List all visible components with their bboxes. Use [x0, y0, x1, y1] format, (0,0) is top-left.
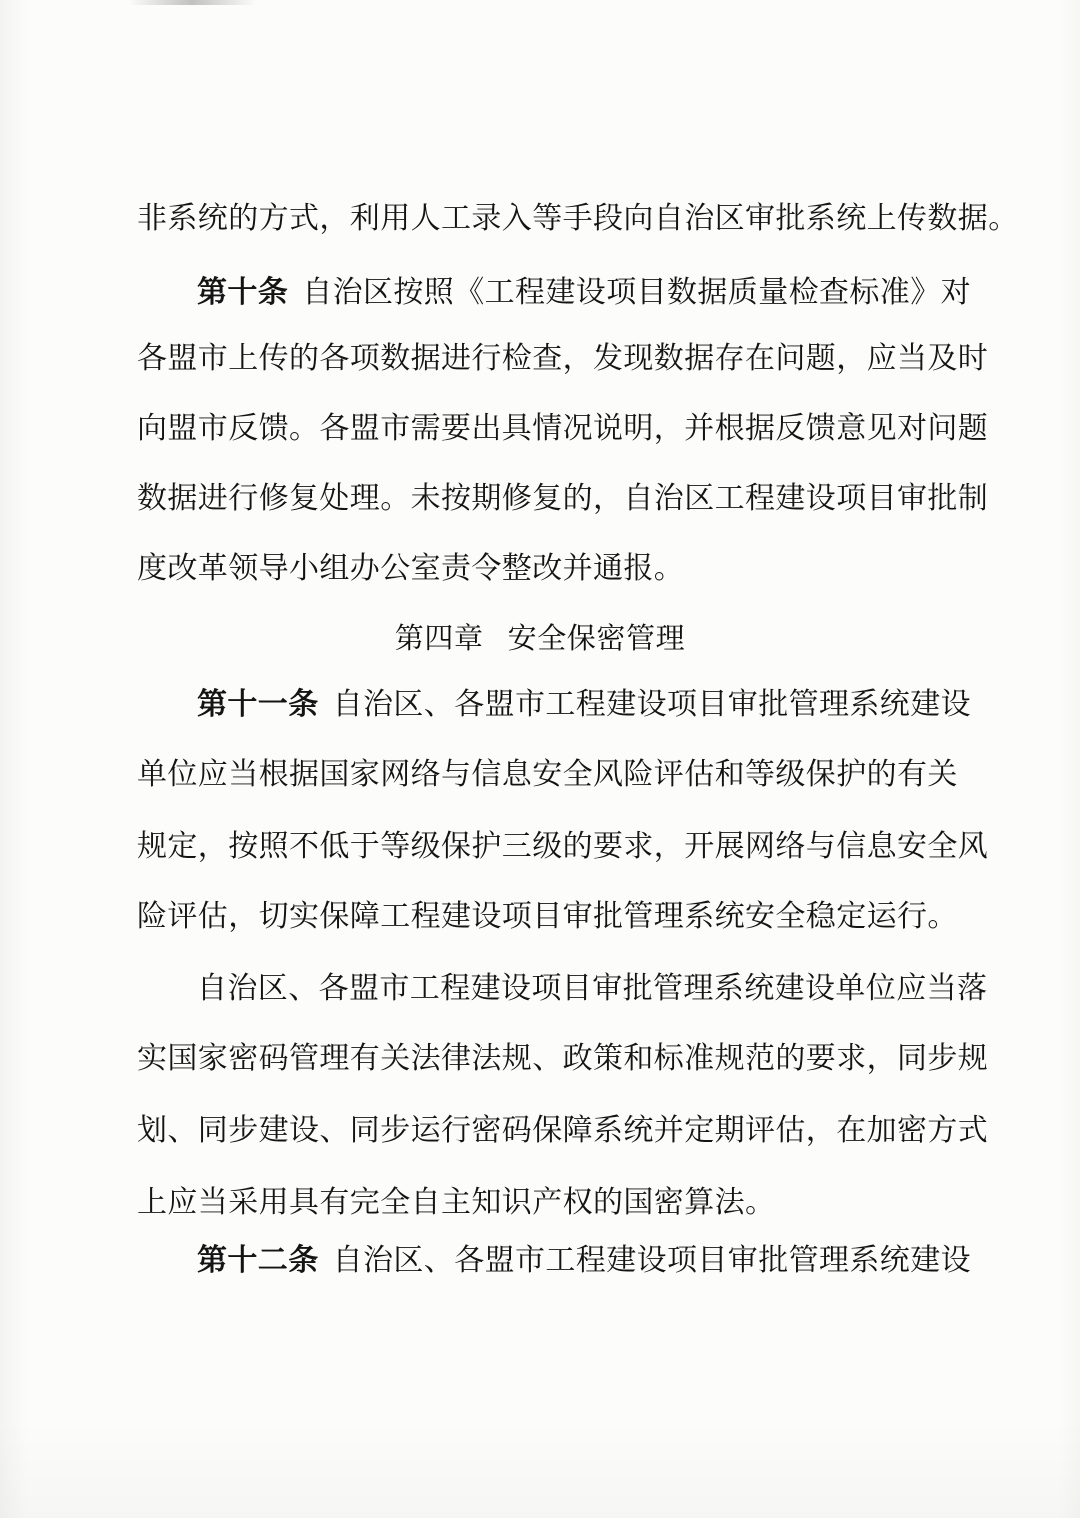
article-12-label: 第十二条	[197, 1243, 319, 1278]
article-10-first-text: 自治区按照《工程建设项目数据质量检查标准》对	[302, 275, 972, 310]
paragraph-11b-line: 上应当采用具有完全自主知识产权的国密算法。	[137, 1185, 776, 1220]
scan-edge-mark	[128, 0, 256, 5]
article-11-line: 规定，按照不低于等级保护三级的要求，开展网络与信息安全风	[137, 829, 989, 864]
chapter-number: 第四章	[394, 621, 484, 655]
body-line: 非系统的方式，利用人工录入等手段向自治区审批系统上传数据。	[137, 201, 1019, 236]
article-12-first-line	[197, 1232, 972, 1290]
article-12-first-text: 自治区、各盟市工程建设项目审批管理系统建设	[332, 1243, 972, 1278]
article-11-label: 第十一条	[197, 687, 319, 722]
article-11-first-text: 自治区、各盟市工程建设项目审批管理系统建设	[332, 687, 972, 722]
article-11-line: 险评估，切实保障工程建设项目审批管理系统安全稳定运行。	[137, 899, 958, 934]
chapter-heading	[0, 614, 1080, 662]
article-11-first-line	[197, 676, 972, 734]
article-10-line: 向盟市反馈。各盟市需要出具情况说明，并根据反馈意见对问题	[137, 411, 989, 446]
page-bottom-shading	[0, 1418, 1080, 1518]
article-10-line: 数据进行修复处理。未按期修复的，自治区工程建设项目审批制	[137, 481, 989, 516]
paragraph-11b-line: 划、同步建设、同步运行密码保障系统并定期评估，在加密方式	[137, 1113, 989, 1148]
paragraph-11b-line: 实国家密码管理有关法律法规、政策和标准规范的要求，同步规	[137, 1041, 989, 1076]
article-10-line: 各盟市上传的各项数据进行检查，发现数据存在问题，应当及时	[137, 341, 989, 376]
paragraph-11b-first-line: 自治区、各盟市工程建设项目审批管理系统建设单位应当落	[197, 971, 988, 1006]
article-10-label: 第十条	[197, 275, 289, 310]
article-10-first-line	[197, 264, 972, 322]
article-11-line: 单位应当根据国家网络与信息安全风险评估和等级保护的有关	[137, 757, 958, 792]
chapter-title: 安全保密管理	[507, 621, 686, 655]
article-10-line: 度改革领导小组办公室责令整改并通报。	[137, 551, 685, 586]
